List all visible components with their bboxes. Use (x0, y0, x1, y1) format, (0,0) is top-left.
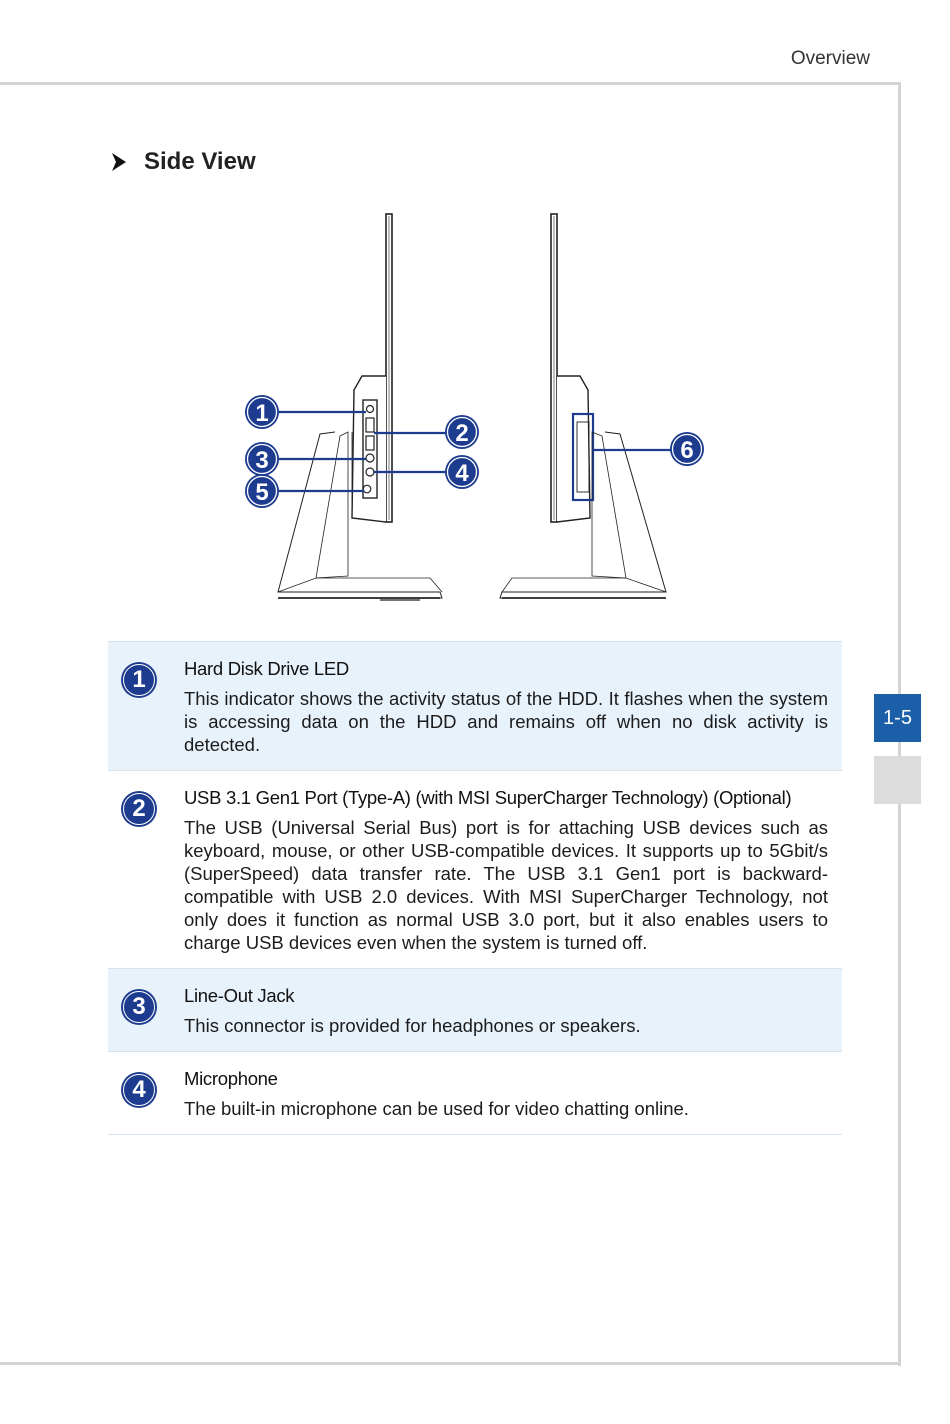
callout-1 (245, 395, 279, 429)
row-title: USB 3.1 Gen1 Port (Type-A) (with MSI SuperCharger Technology) (Optional) (184, 787, 792, 808)
callout-5-label: 5 (255, 479, 269, 506)
row-number-badge: 3 (121, 989, 157, 1025)
table-row (108, 770, 842, 968)
callout-1-label: 1 (255, 400, 269, 427)
callout-2 (445, 415, 479, 449)
left-side-view (278, 214, 442, 600)
callout-6-label: 6 (680, 437, 694, 464)
section-title: Side View (144, 148, 256, 175)
callout-5 (245, 474, 279, 508)
callout-4-label: 4 (455, 460, 469, 487)
table-row (108, 968, 842, 1051)
row-title: Microphone (184, 1068, 278, 1089)
callout-6 (670, 432, 704, 466)
right-side-view (500, 214, 666, 598)
callout-3-label: 3 (255, 447, 269, 474)
header-section-label: Overview (790, 48, 870, 69)
chevron-right-icon (108, 151, 130, 173)
page-number-tab: 1-5 (874, 694, 921, 742)
row-description: This indicator shows the activity status of the HDD. It flashes when the system is accessing data on the HDD and remains off when no disk activity is detected. (184, 688, 828, 755)
row-description: The built-in microphone can be used for video chatting online. (184, 1098, 689, 1119)
section-heading (108, 148, 256, 176)
row-number-badge: 2 (121, 791, 157, 827)
row-description: This connector is provided for headphones or speakers. (184, 1015, 641, 1036)
row-title: Hard Disk Drive LED (184, 658, 349, 679)
side-view-diagram (230, 200, 730, 620)
page-tab-placeholder (874, 756, 921, 804)
row-number-badge: 1 (121, 662, 157, 698)
callout-3 (245, 442, 279, 476)
table-row (108, 1051, 842, 1135)
port-description-table (108, 641, 842, 1135)
table-row (108, 641, 842, 770)
row-description: The USB (Universal Serial Bus) port is for attaching USB devices such as keyboard, mouse, or other USB-compatible devices. It supports up to 5Gbit/s (SuperSpeed) data transfer rate. The USB 3.1 Gen1 port is backward-compatible with USB 2.0 devices. With MSI SuperCharger Technology, not only does it function as normal USB 3.0 port, but it also enables users to charge USB devices even when the system is turned off. (184, 817, 828, 953)
row-number-badge: 4 (121, 1072, 157, 1108)
callout-4 (445, 455, 479, 489)
page-frame-bottom (0, 1362, 901, 1365)
row-title: Line-Out Jack (184, 985, 295, 1006)
page-frame-top (0, 82, 901, 85)
callout-2-label: 2 (455, 420, 469, 447)
